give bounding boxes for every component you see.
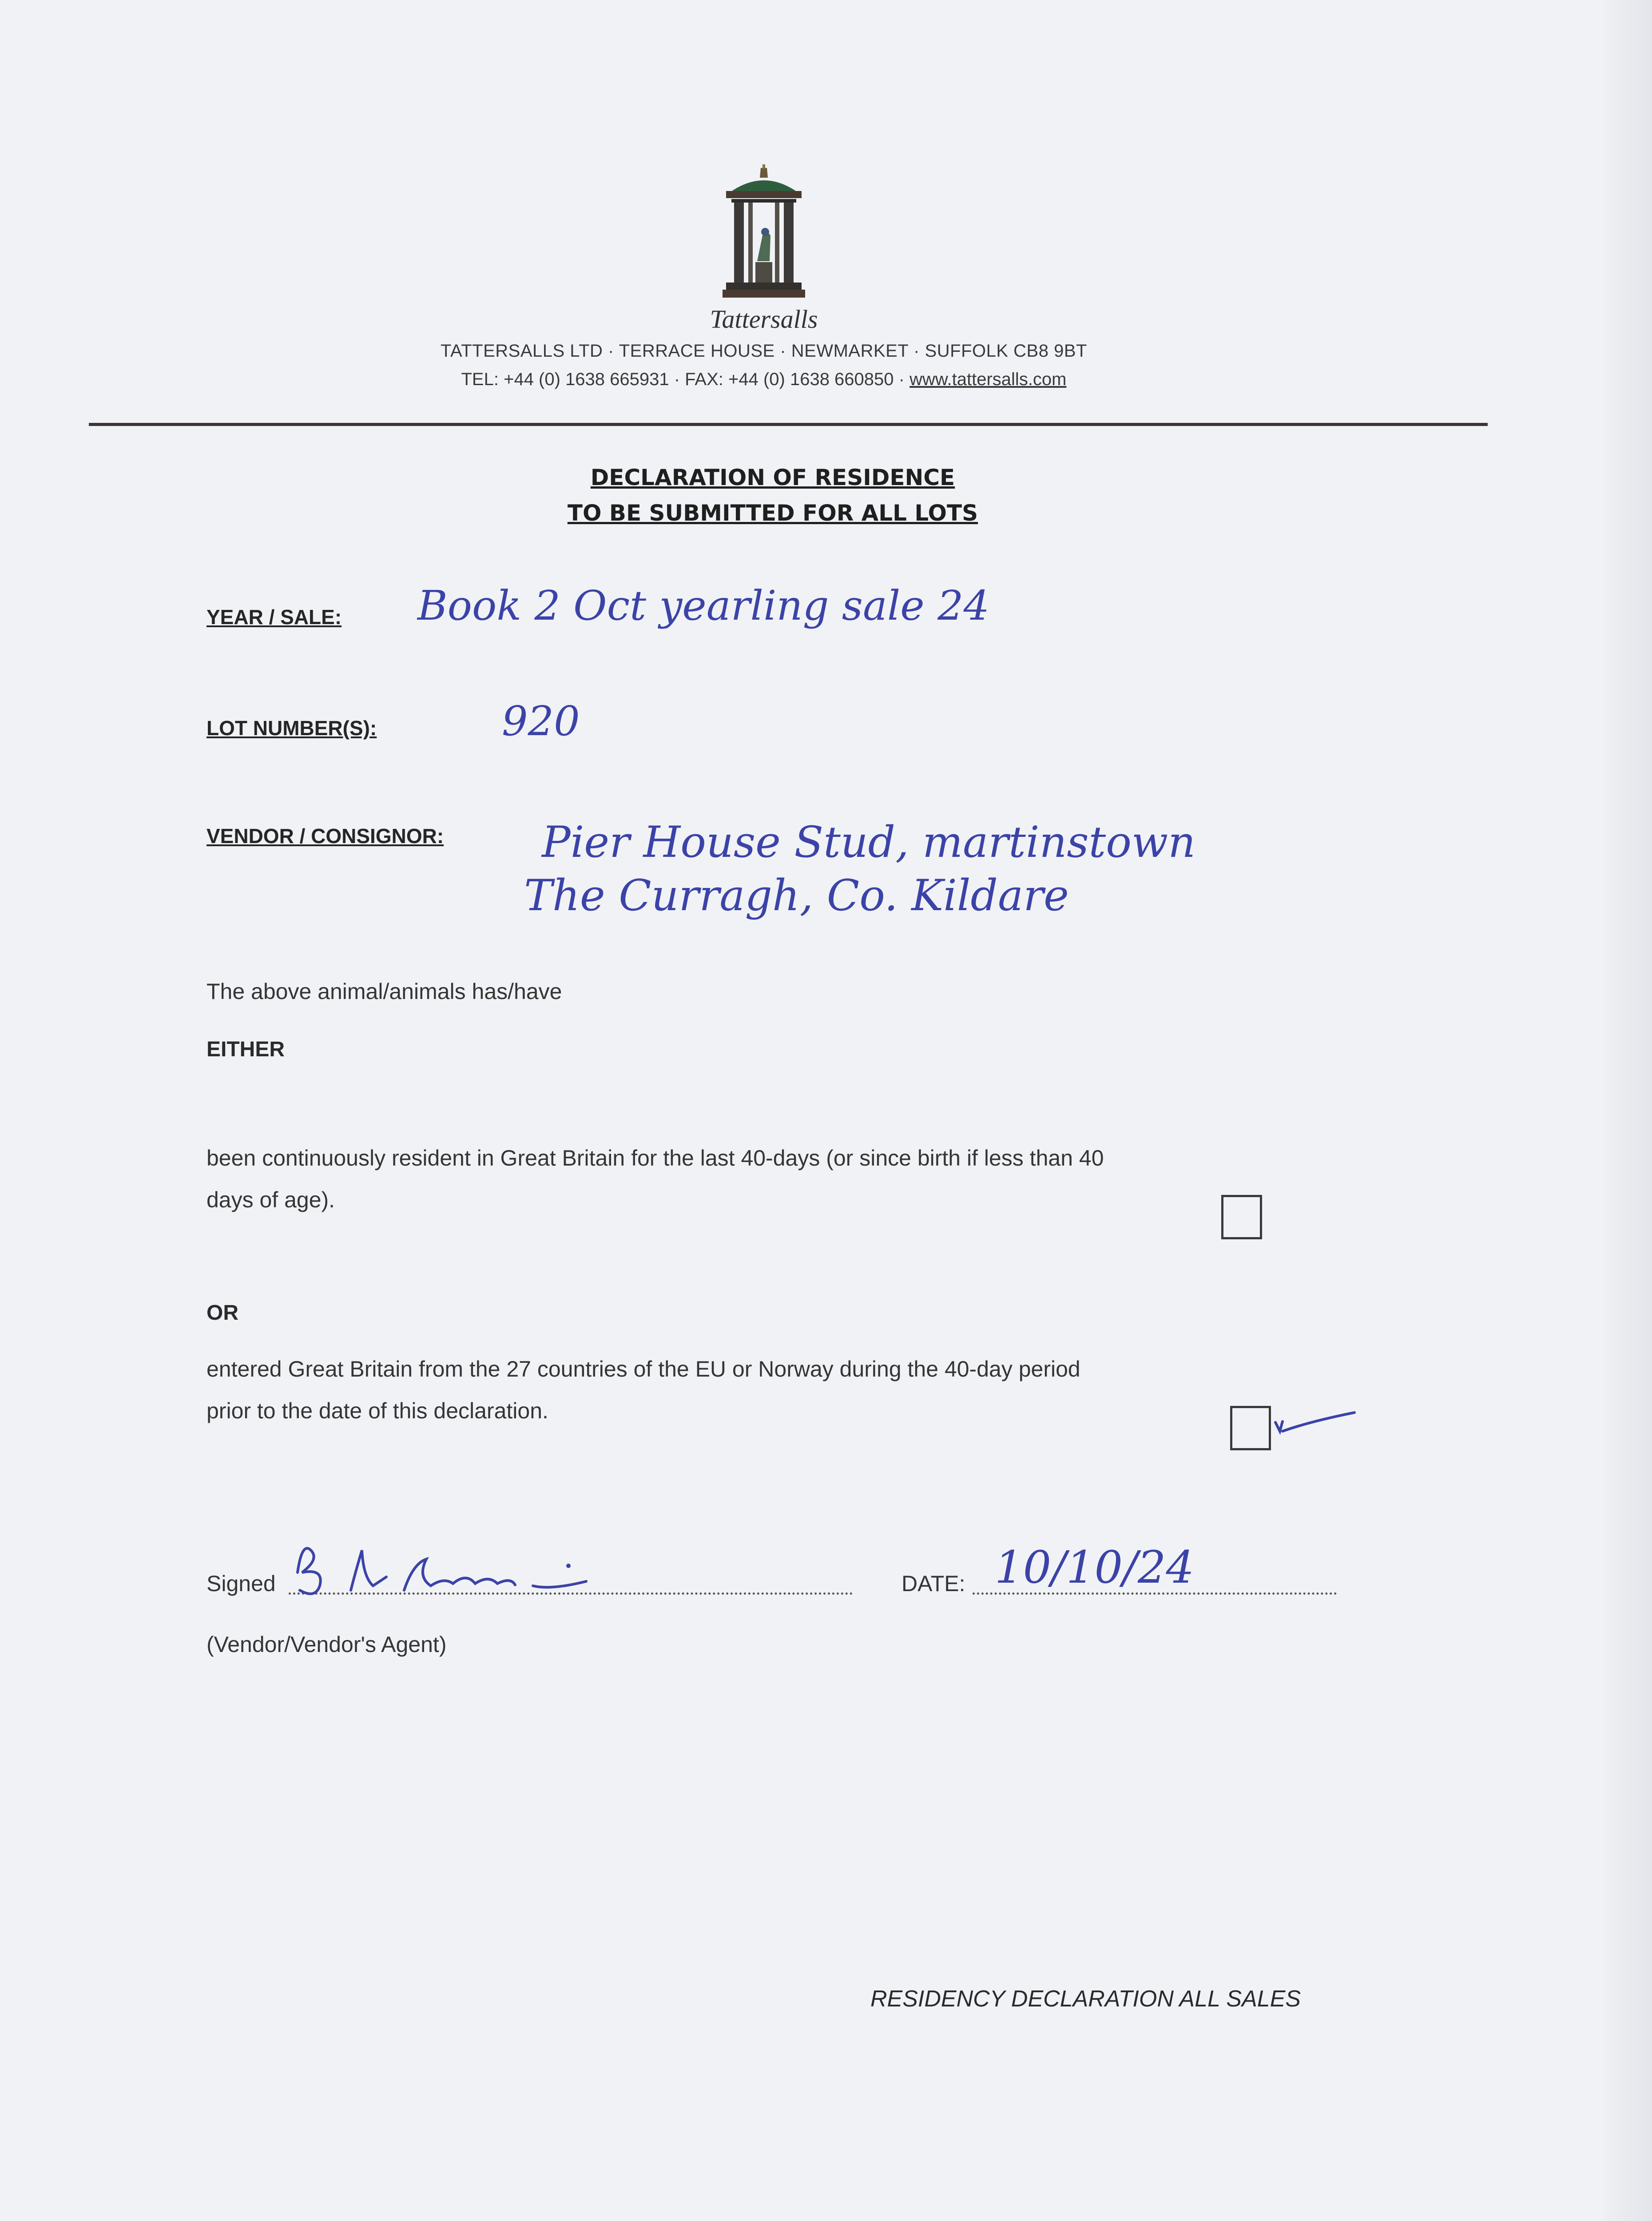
signed-label: Signed xyxy=(206,1571,276,1596)
header-rule xyxy=(89,423,1488,426)
date-value[interactable]: 10/10/24 xyxy=(995,1541,1195,1593)
brand-name: Tattersalls xyxy=(710,305,818,334)
tattersalls-logo xyxy=(713,164,815,306)
company-address: TATTERSALLS LTD · TERRACE HOUSE · NEWMARKET · SUFFOLK CB8 9BT xyxy=(441,341,1087,361)
contact-numbers: TEL: +44 (0) 1638 665931 · FAX: +44 (0) 1638 660850 · xyxy=(461,370,910,389)
page-edge xyxy=(1603,0,1652,2221)
form-title xyxy=(444,460,1101,531)
vendor-label: VENDOR / CONSIGNOR: xyxy=(206,824,444,848)
option2-text-line2: prior to the date of this declaration. xyxy=(206,1398,548,1423)
year-sale-value[interactable]: Book 2 Oct yearling sale 24 xyxy=(417,582,990,629)
either-label: EITHER xyxy=(206,1038,285,1061)
vendor-value-line2[interactable]: The Curragh, Co. Kildare xyxy=(524,871,1069,920)
option2-text-line1: entered Great Britain from the 27 countries of the EU or Norway during the 40-day period xyxy=(206,1357,1080,1381)
statement-intro: The above animal/animals has/have xyxy=(206,979,562,1004)
option1-checkbox[interactable] xyxy=(1221,1195,1262,1239)
or-label: OR xyxy=(206,1301,238,1325)
vendor-agent-label: (Vendor/Vendor's Agent) xyxy=(206,1632,447,1657)
date-label: DATE: xyxy=(901,1571,965,1596)
option2-text xyxy=(206,1348,1383,1432)
form-title-line2: TO BE SUBMITTED FOR ALL LOTS xyxy=(567,500,978,526)
company-contact xyxy=(249,370,1279,390)
year-sale-label: YEAR / SALE: xyxy=(206,605,342,629)
form-title-line1: DECLARATION OF RESIDENCE xyxy=(590,465,955,490)
option1-text-line2: days of age). xyxy=(206,1187,335,1212)
website-link[interactable]: www.tattersalls.com xyxy=(909,370,1067,389)
signature-scribble[interactable] xyxy=(284,1524,622,1612)
checkmark-icon xyxy=(1257,1399,1359,1439)
option1-text xyxy=(206,1137,1383,1221)
option1-text-line1: been continuously resident in Great Britain for the last 40-days (or since birth if less than 40 xyxy=(206,1146,1104,1170)
footer-text: RESIDENCY DECLARATION ALL SALES xyxy=(870,1986,1301,2012)
lot-number-value[interactable]: 920 xyxy=(502,697,580,745)
lot-number-label: LOT NUMBER(S): xyxy=(206,716,377,740)
vendor-value-line1[interactable]: Pier House Stud, martinstown xyxy=(542,817,1196,867)
